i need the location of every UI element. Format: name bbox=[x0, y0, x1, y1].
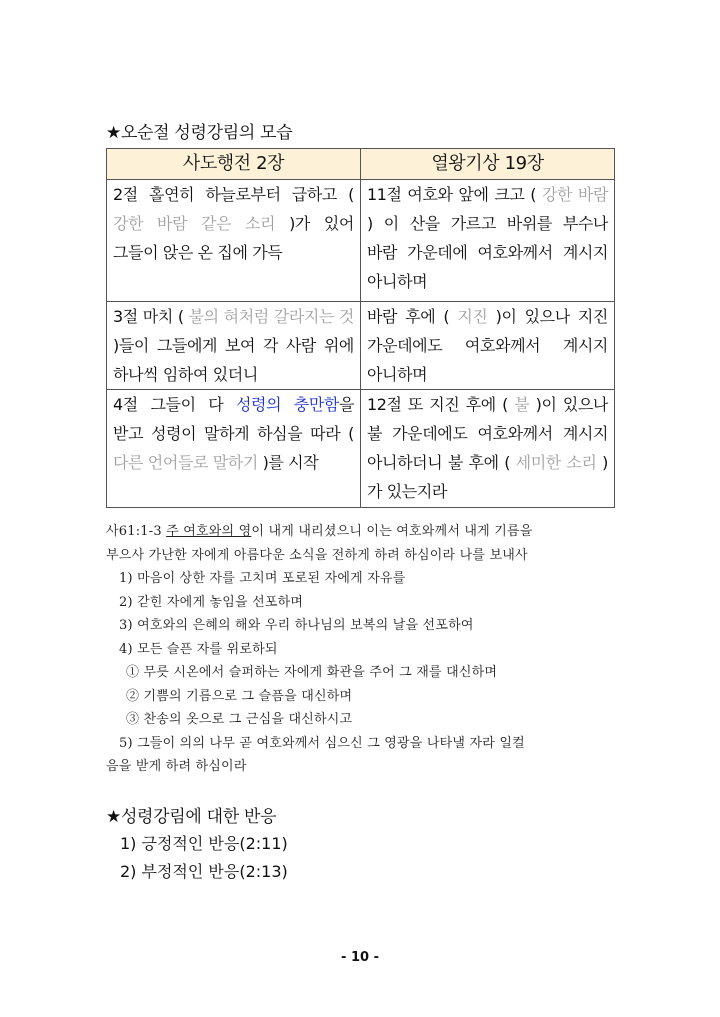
passage-item: 1) 마음이 상한 자를 고치며 포로된 자에게 자유를 bbox=[119, 571, 406, 586]
section-title-response: ★성령강림에 대한 반응 bbox=[106, 807, 277, 827]
blank-answer: 세미한 소리 bbox=[515, 453, 597, 472]
underlined-phrase: 주 여호와의 영 bbox=[166, 524, 252, 539]
passage-line: 사61:1-3 주 여호와의 영이 내게 내리셨으니 이는 여호와께서 내게 기름을 bbox=[106, 524, 533, 539]
passage-item: 5) 그들이 의의 나무 곧 여호와께서 심으신 그 영광을 나타낼 자라 일컬 bbox=[119, 735, 525, 751]
passage-subitem: ① 무릇 시온에서 슬퍼하는 자에게 화관을 주어 그 재를 대신하며 bbox=[126, 665, 498, 680]
blank-answer: 강한 바람 bbox=[541, 185, 608, 204]
header-acts-2: 사도행전 2장 bbox=[107, 149, 361, 180]
passage-item: 4) 모든 슬픈 자를 위로하되 bbox=[119, 641, 278, 657]
table-header-row bbox=[107, 149, 615, 180]
blank-answer: 불의 혀처럼 갈라지는 것 bbox=[188, 307, 354, 326]
passage-item: 2) 갇힌 자에게 놓임을 선포하며 bbox=[119, 594, 304, 610]
passage-item: 3) 여호와의 은혜의 해와 우리 하나님의 보복의 날을 선포하여 bbox=[119, 618, 474, 633]
blank-answer: 강한 바람 같은 소리 bbox=[113, 214, 276, 233]
table-row bbox=[107, 180, 615, 302]
cell-kings-verse-11: 11절 여호와 앞에 크고 ( 강한 바람 ) 이 산을 가르고 바위를 부수나 바람 가운데에 여호와께서 계시지 아니하며 bbox=[361, 180, 615, 302]
passage-subitem: ② 기쁨의 기름으로 그 슬픔을 대신하며 bbox=[126, 688, 353, 704]
scripture-passage bbox=[106, 520, 618, 779]
blank-answer: 지진 bbox=[457, 307, 488, 326]
comparison-table bbox=[106, 148, 615, 508]
passage-subitem: ③ 찬송의 옷으로 그 근심을 대신하시고 bbox=[126, 712, 353, 727]
response-item-negative: 2) 부정적인 반응(2:13) bbox=[120, 862, 288, 881]
passage-reference: 사61:1-3 bbox=[106, 524, 167, 539]
cell-acts-verse-3: 3절 마치 ( 불의 혀처럼 갈라지는 것 )들이 그들에게 보여 각 사람 위에 하나씩 임하여 있더니 bbox=[107, 302, 361, 390]
cell-kings-verse-12: 12절 또 지진 후에 ( 불 )이 있으나 불 가운데에도 여호와께서 계시지 아니하더니 불 후에 ( 세미한 소리 )가 있는지라 bbox=[361, 390, 615, 508]
response-item-positive: 1) 긍정적인 반응(2:11) bbox=[120, 834, 288, 853]
table-row bbox=[107, 302, 615, 390]
section-title-pentecost: ★오순절 성령강림의 모습 bbox=[106, 123, 293, 143]
cell-acts-verse-4: 4절 그들이 다 성령의 충만함을 받고 성령이 말하게 하심을 따라 ( 다른 언어들로 말하기 )를 시작 bbox=[107, 390, 361, 508]
table-row bbox=[107, 390, 615, 508]
passage-line: 음을 받게 하려 하심이라 bbox=[106, 759, 247, 774]
header-1kings-19: 열왕기상 19장 bbox=[361, 149, 615, 180]
blank-answer: 다른 언어들로 말하기 bbox=[113, 453, 258, 472]
cell-kings-earthquake: 바람 후에 ( 지진 )이 있으나 지진 가운데에도 여호와께서 계시지 아니하며 bbox=[361, 302, 615, 390]
cell-acts-verse-2: 2절 홀연히 하늘로부터 급하고 ( 강한 바람 같은 소리 )가 있어 그들이 앉은 온 집에 가득 bbox=[107, 180, 361, 302]
blank-answer: 불 bbox=[514, 395, 530, 414]
page-number: - 10 - bbox=[341, 950, 379, 965]
passage-line: 부으사 가난한 자에게 아름다운 소식을 전하게 하려 하심이라 나를 보내사 bbox=[106, 547, 528, 563]
highlight-filling: 성령의 충만함 bbox=[235, 395, 339, 414]
